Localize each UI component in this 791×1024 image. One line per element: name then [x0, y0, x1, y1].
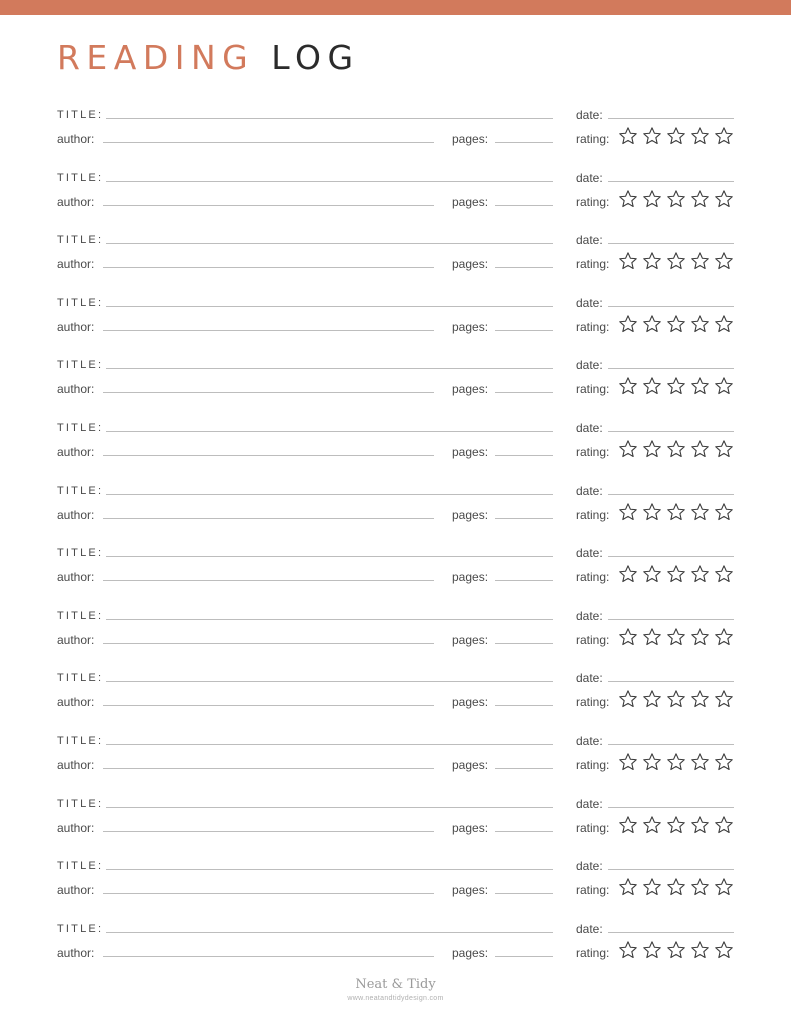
title-field[interactable]	[106, 181, 553, 182]
date-field[interactable]	[608, 932, 734, 933]
star-outline-icon[interactable]	[618, 940, 638, 960]
title-label: TITLE:	[57, 923, 104, 935]
title-label: TITLE:	[57, 234, 104, 246]
author-field[interactable]	[103, 330, 434, 331]
log-entry	[0, 671, 791, 731]
pages-field[interactable]	[495, 643, 553, 644]
pages-label: pages:	[452, 883, 489, 897]
title-label: TITLE:	[57, 672, 104, 684]
pages-field[interactable]	[495, 518, 553, 519]
pages-label: pages:	[452, 758, 489, 772]
pages-field[interactable]	[495, 580, 553, 581]
title-label: TITLE:	[57, 610, 104, 622]
pages-label: pages:	[452, 320, 489, 334]
author-field[interactable]	[103, 893, 434, 894]
pages-field[interactable]	[495, 893, 553, 894]
date-field[interactable]	[608, 243, 734, 244]
date-field[interactable]	[608, 181, 734, 182]
pages-label: pages:	[452, 508, 489, 522]
title-field[interactable]	[106, 368, 553, 369]
author-field[interactable]	[103, 705, 434, 706]
star-outline-icon[interactable]	[666, 940, 686, 960]
pages-label: pages:	[452, 821, 489, 835]
pages-label: pages:	[452, 570, 489, 584]
star-outline-icon[interactable]	[714, 752, 734, 772]
date-label: date:	[576, 108, 603, 122]
date-label: date:	[576, 171, 603, 185]
title-field[interactable]	[106, 306, 553, 307]
star-outline-icon[interactable]	[666, 564, 686, 584]
star-outline-icon[interactable]	[666, 877, 686, 897]
star-outline-icon[interactable]	[690, 314, 710, 334]
title-label: TITLE:	[57, 297, 104, 309]
star-outline-icon[interactable]	[666, 502, 686, 522]
pages-label: pages:	[452, 132, 489, 146]
author-label: author:	[57, 633, 95, 647]
top-accent-bar	[0, 0, 791, 15]
title-field[interactable]	[106, 118, 553, 119]
date-field[interactable]	[608, 807, 734, 808]
rating-label: rating:	[576, 132, 610, 146]
rating-label: rating:	[576, 883, 610, 897]
star-outline-icon[interactable]	[714, 815, 734, 835]
star-outline-icon[interactable]	[690, 752, 710, 772]
star-outline-icon[interactable]	[642, 564, 662, 584]
star-outline-icon[interactable]	[690, 564, 710, 584]
author-field[interactable]	[103, 768, 434, 769]
pages-field[interactable]	[495, 956, 553, 957]
rating-label: rating:	[576, 633, 610, 647]
log-entry	[0, 108, 791, 168]
rating-label: rating:	[576, 508, 610, 522]
title-field[interactable]	[106, 869, 553, 870]
pages-label: pages:	[452, 257, 489, 271]
star-outline-icon[interactable]	[618, 815, 638, 835]
author-field[interactable]	[103, 956, 434, 957]
title-label: TITLE:	[57, 547, 104, 559]
date-field[interactable]	[608, 431, 734, 432]
star-outline-icon[interactable]	[690, 689, 710, 709]
rating-stars[interactable]	[618, 189, 734, 209]
author-field[interactable]	[103, 142, 434, 143]
title-label: TITLE:	[57, 109, 104, 121]
author-label: author:	[57, 320, 95, 334]
star-outline-icon[interactable]	[642, 251, 662, 271]
date-label: date:	[576, 797, 603, 811]
star-outline-icon[interactable]	[690, 877, 710, 897]
rating-stars[interactable]	[618, 940, 734, 960]
rating-label: rating:	[576, 570, 610, 584]
star-outline-icon[interactable]	[714, 314, 734, 334]
pages-field[interactable]	[495, 455, 553, 456]
star-outline-icon[interactable]	[690, 502, 710, 522]
star-outline-icon[interactable]	[642, 189, 662, 209]
star-outline-icon[interactable]	[618, 126, 638, 146]
page-title-accent: READING	[57, 38, 255, 77]
date-label: date:	[576, 484, 603, 498]
author-label: author:	[57, 883, 95, 897]
author-label: author:	[57, 570, 95, 584]
log-entry	[0, 421, 791, 481]
star-outline-icon[interactable]	[714, 502, 734, 522]
star-outline-icon[interactable]	[714, 126, 734, 146]
star-outline-icon[interactable]	[642, 376, 662, 396]
star-outline-icon[interactable]	[690, 376, 710, 396]
star-outline-icon[interactable]	[642, 314, 662, 334]
star-outline-icon[interactable]	[618, 439, 638, 459]
rating-label: rating:	[576, 821, 610, 835]
date-label: date:	[576, 233, 603, 247]
star-outline-icon[interactable]	[690, 439, 710, 459]
rating-label: rating:	[576, 695, 610, 709]
date-label: date:	[576, 421, 603, 435]
title-field[interactable]	[106, 744, 553, 745]
star-outline-icon[interactable]	[666, 815, 686, 835]
star-outline-icon[interactable]	[666, 189, 686, 209]
title-field[interactable]	[106, 681, 553, 682]
rating-stars[interactable]	[618, 439, 734, 459]
title-field[interactable]	[106, 932, 553, 933]
pages-label: pages:	[452, 382, 489, 396]
log-entry	[0, 922, 791, 982]
rating-label: rating:	[576, 445, 610, 459]
star-outline-icon[interactable]	[690, 126, 710, 146]
pages-field[interactable]	[495, 330, 553, 331]
rating-stars[interactable]	[618, 627, 734, 647]
date-field[interactable]	[608, 744, 734, 745]
rating-stars[interactable]	[618, 126, 734, 146]
star-outline-icon[interactable]	[666, 314, 686, 334]
title-field[interactable]	[106, 243, 553, 244]
rating-label: rating:	[576, 758, 610, 772]
pages-label: pages:	[452, 695, 489, 709]
log-entry	[0, 484, 791, 544]
date-label: date:	[576, 296, 603, 310]
rating-stars[interactable]	[618, 564, 734, 584]
star-outline-icon[interactable]	[642, 815, 662, 835]
pages-label: pages:	[452, 633, 489, 647]
title-label: TITLE:	[57, 485, 104, 497]
star-outline-icon[interactable]	[714, 376, 734, 396]
star-outline-icon[interactable]	[642, 940, 662, 960]
author-field[interactable]	[103, 205, 434, 206]
star-outline-icon[interactable]	[666, 627, 686, 647]
title-label: TITLE:	[57, 860, 104, 872]
date-field[interactable]	[608, 556, 734, 557]
star-outline-icon[interactable]	[714, 189, 734, 209]
star-outline-icon[interactable]	[618, 502, 638, 522]
pages-field[interactable]	[495, 705, 553, 706]
author-label: author:	[57, 257, 95, 271]
date-field[interactable]	[608, 619, 734, 620]
star-outline-icon[interactable]	[690, 940, 710, 960]
star-outline-icon[interactable]	[642, 627, 662, 647]
log-entry	[0, 358, 791, 418]
star-outline-icon[interactable]	[618, 627, 638, 647]
title-label: TITLE:	[57, 798, 104, 810]
rating-label: rating:	[576, 946, 610, 960]
author-field[interactable]	[103, 392, 434, 393]
star-outline-icon[interactable]	[618, 251, 638, 271]
author-field[interactable]	[103, 643, 434, 644]
pages-label: pages:	[452, 445, 489, 459]
star-outline-icon[interactable]	[618, 689, 638, 709]
rating-stars[interactable]	[618, 815, 734, 835]
date-field[interactable]	[608, 681, 734, 682]
title-label: TITLE:	[57, 172, 104, 184]
log-entry	[0, 859, 791, 919]
star-outline-icon[interactable]	[714, 564, 734, 584]
star-outline-icon[interactable]	[642, 439, 662, 459]
date-field[interactable]	[608, 118, 734, 119]
page-title-rest: LOG	[271, 38, 360, 77]
star-outline-icon[interactable]	[642, 126, 662, 146]
author-label: author:	[57, 821, 95, 835]
rating-stars[interactable]	[618, 376, 734, 396]
rating-stars[interactable]	[618, 502, 734, 522]
log-entry	[0, 546, 791, 606]
star-outline-icon[interactable]	[666, 126, 686, 146]
log-entry	[0, 734, 791, 794]
pages-label: pages:	[452, 946, 489, 960]
title-label: TITLE:	[57, 422, 104, 434]
author-field[interactable]	[103, 267, 434, 268]
author-label: author:	[57, 695, 95, 709]
author-label: author:	[57, 445, 95, 459]
author-field[interactable]	[103, 455, 434, 456]
author-field[interactable]	[103, 518, 434, 519]
date-label: date:	[576, 609, 603, 623]
star-outline-icon[interactable]	[690, 189, 710, 209]
title-label: TITLE:	[57, 359, 104, 371]
date-label: date:	[576, 358, 603, 372]
date-field[interactable]	[608, 306, 734, 307]
star-outline-icon[interactable]	[666, 689, 686, 709]
author-label: author:	[57, 508, 95, 522]
star-outline-icon[interactable]	[642, 689, 662, 709]
rating-label: rating:	[576, 382, 610, 396]
footer-brand: Neat & Tidy	[355, 977, 436, 992]
pages-field[interactable]	[495, 392, 553, 393]
date-label: date:	[576, 546, 603, 560]
star-outline-icon[interactable]	[666, 752, 686, 772]
title-field[interactable]	[106, 494, 553, 495]
log-entry	[0, 233, 791, 293]
footer-url: www.neatandtidydesign.com	[347, 995, 444, 1002]
log-entry	[0, 609, 791, 669]
date-label: date:	[576, 859, 603, 873]
date-label: date:	[576, 922, 603, 936]
title-field[interactable]	[106, 556, 553, 557]
rating-stars[interactable]	[618, 689, 734, 709]
star-outline-icon[interactable]	[714, 689, 734, 709]
title-field[interactable]	[106, 807, 553, 808]
star-outline-icon[interactable]	[690, 251, 710, 271]
pages-field[interactable]	[495, 831, 553, 832]
author-label: author:	[57, 946, 95, 960]
star-outline-icon[interactable]	[618, 314, 638, 334]
star-outline-icon[interactable]	[618, 376, 638, 396]
star-outline-icon[interactable]	[618, 564, 638, 584]
rating-label: rating:	[576, 257, 610, 271]
author-label: author:	[57, 382, 95, 396]
date-field[interactable]	[608, 368, 734, 369]
star-outline-icon[interactable]	[714, 251, 734, 271]
rating-stars[interactable]	[618, 752, 734, 772]
star-outline-icon[interactable]	[714, 940, 734, 960]
star-outline-icon[interactable]	[642, 752, 662, 772]
author-field[interactable]	[103, 831, 434, 832]
date-field[interactable]	[608, 494, 734, 495]
rating-label: rating:	[576, 195, 610, 209]
star-outline-icon[interactable]	[666, 376, 686, 396]
date-label: date:	[576, 734, 603, 748]
star-outline-icon[interactable]	[666, 251, 686, 271]
author-label: author:	[57, 132, 95, 146]
pages-field[interactable]	[495, 205, 553, 206]
date-field[interactable]	[608, 869, 734, 870]
star-outline-icon[interactable]	[642, 877, 662, 897]
page-title	[57, 38, 360, 77]
pages-field[interactable]	[495, 142, 553, 143]
log-entry	[0, 797, 791, 857]
star-outline-icon[interactable]	[714, 627, 734, 647]
star-outline-icon[interactable]	[714, 877, 734, 897]
author-label: author:	[57, 195, 95, 209]
star-outline-icon[interactable]	[618, 752, 638, 772]
rating-stars[interactable]	[618, 251, 734, 271]
author-label: author:	[57, 758, 95, 772]
star-outline-icon[interactable]	[690, 815, 710, 835]
star-outline-icon[interactable]	[690, 627, 710, 647]
rating-stars[interactable]	[618, 314, 734, 334]
rating-label: rating:	[576, 320, 610, 334]
rating-stars[interactable]	[618, 877, 734, 897]
author-field[interactable]	[103, 580, 434, 581]
pages-field[interactable]	[495, 267, 553, 268]
log-entry	[0, 171, 791, 231]
title-label: TITLE:	[57, 735, 104, 747]
date-label: date:	[576, 671, 603, 685]
star-outline-icon[interactable]	[618, 877, 638, 897]
star-outline-icon[interactable]	[666, 439, 686, 459]
pages-field[interactable]	[495, 768, 553, 769]
title-field[interactable]	[106, 431, 553, 432]
star-outline-icon[interactable]	[618, 189, 638, 209]
title-field[interactable]	[106, 619, 553, 620]
star-outline-icon[interactable]	[714, 439, 734, 459]
log-entry	[0, 296, 791, 356]
pages-label: pages:	[452, 195, 489, 209]
star-outline-icon[interactable]	[642, 502, 662, 522]
